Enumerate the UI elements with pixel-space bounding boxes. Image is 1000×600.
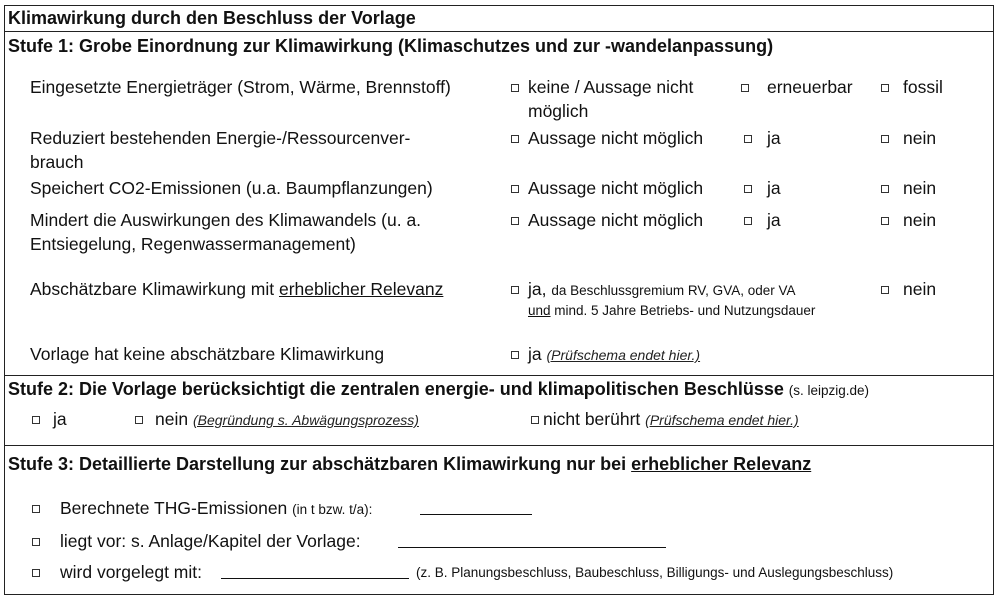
option-label: erneuerbar (767, 77, 853, 97)
row-label: Reduziert bestehenden Energie-/Ressourcenver- (30, 128, 411, 148)
row-label-cont: brauch (30, 152, 84, 172)
option-note: und mind. 5 Jahre Betriebs- und Nutzungsdauer (528, 303, 816, 318)
checkbox-anlage[interactable] (32, 538, 40, 546)
stufe2-title: Stufe 2: Die Vorlage berücksichtigt die zentralen energie- und klimapolitischen Beschlüsse (s. leipzig.de) (8, 379, 870, 399)
option-label: nein (903, 279, 937, 299)
checkbox-nein[interactable] (881, 185, 889, 193)
row-label: Abschätzbare Klimawirkung mit erheblicher Relevanz (30, 279, 444, 299)
option-label: Aussage nicht möglich (528, 210, 704, 230)
option-label: keine / Aussage nicht (528, 77, 694, 97)
option-label: nein (903, 178, 937, 198)
row-label: Vorlage hat keine abschätzbare Klimawirkung (30, 344, 385, 364)
checkbox-ja[interactable] (744, 135, 752, 143)
form-title: Klimawirkung durch den Beschluss der Vorlage (8, 8, 416, 28)
checkbox-stufe2-nein[interactable] (135, 416, 143, 424)
checkbox-ja-relevanz[interactable] (511, 286, 519, 294)
option-label: ja (53, 409, 67, 429)
option-label: ja (767, 210, 781, 230)
option-label: nein (903, 210, 937, 230)
option-label: fossil (903, 77, 943, 97)
divider-stufe3 (4, 445, 994, 446)
stufe3-title: Stufe 3: Detaillierte Darstellung zur abschätzbaren Klimawirkung nur bei erheblicher Relevanz (8, 454, 812, 474)
thg-input-line[interactable] (420, 514, 532, 515)
option-label: ja (Prüfschema endet hier.) (528, 344, 701, 364)
item-label: wird vorgelegt mit: (60, 562, 202, 582)
row-label: Eingesetzte Energieträger (Strom, Wärme, Brennstoff) (30, 77, 451, 97)
option-label: ja (767, 128, 781, 148)
option-label: ja (767, 178, 781, 198)
row-label-cont: Entsiegelung, Regenwassermanagement) (30, 234, 356, 254)
checkbox-nein[interactable] (881, 217, 889, 225)
option-label: Aussage nicht möglich (528, 128, 704, 148)
checkbox-stufe2-ja[interactable] (32, 416, 40, 424)
option-label: Aussage nicht möglich (528, 178, 704, 198)
checkbox-ja[interactable] (744, 217, 752, 225)
divider-header (4, 31, 994, 32)
checkbox-aussage-nicht-moeglich[interactable] (511, 217, 519, 225)
checkbox-aussage-nicht-moeglich[interactable] (511, 185, 519, 193)
option-label-cont: möglich (528, 101, 589, 121)
checkbox-vorgelegt[interactable] (32, 569, 40, 577)
checkbox-erneuerbar[interactable] (741, 84, 749, 92)
option-label: ja, da Beschlussgremium RV, GVA, oder VA (528, 279, 796, 299)
checkbox-keine-aussage[interactable] (511, 84, 519, 92)
row-label: Mindert die Auswirkungen des Klimawandels (u. a. (30, 210, 422, 230)
checkbox-fossil[interactable] (881, 84, 889, 92)
checkbox-thg[interactable] (32, 505, 40, 513)
checkbox-nein-relevanz[interactable] (881, 286, 889, 294)
checkbox-ja[interactable] (744, 185, 752, 193)
divider-stufe2 (4, 375, 994, 376)
stufe1-title: Stufe 1: Grobe Einordnung zur Klimawirkung (Klimaschutzes und zur -wandelanpassung) (8, 36, 774, 56)
option-label: nein (903, 128, 937, 148)
checkbox-nein[interactable] (881, 135, 889, 143)
item-note: (z. B. Planungsbeschluss, Baubeschluss, Billigungs- und Auslegungsbeschluss) (416, 565, 894, 580)
checkbox-aussage-nicht-moeglich[interactable] (511, 135, 519, 143)
checkbox-ja-keine-wirkung[interactable] (511, 351, 519, 359)
option-label: nicht berührt (Prüfschema endet hier.) (543, 409, 799, 429)
item-label: Berechnete THG-Emissionen (in t bzw. t/a): (60, 498, 373, 518)
item-label: liegt vor: s. Anlage/Kapitel der Vorlage: (60, 531, 361, 551)
anlage-input-line[interactable] (398, 547, 666, 548)
row-label: Speichert CO2-Emissionen (u.a. Baumpflanzungen) (30, 178, 433, 198)
checkbox-stufe2-nicht-beruehrt[interactable] (531, 416, 539, 424)
option-label: nein (Begründung s. Abwägungsprozess) (155, 409, 419, 429)
vorgelegt-input-line[interactable] (221, 578, 409, 579)
